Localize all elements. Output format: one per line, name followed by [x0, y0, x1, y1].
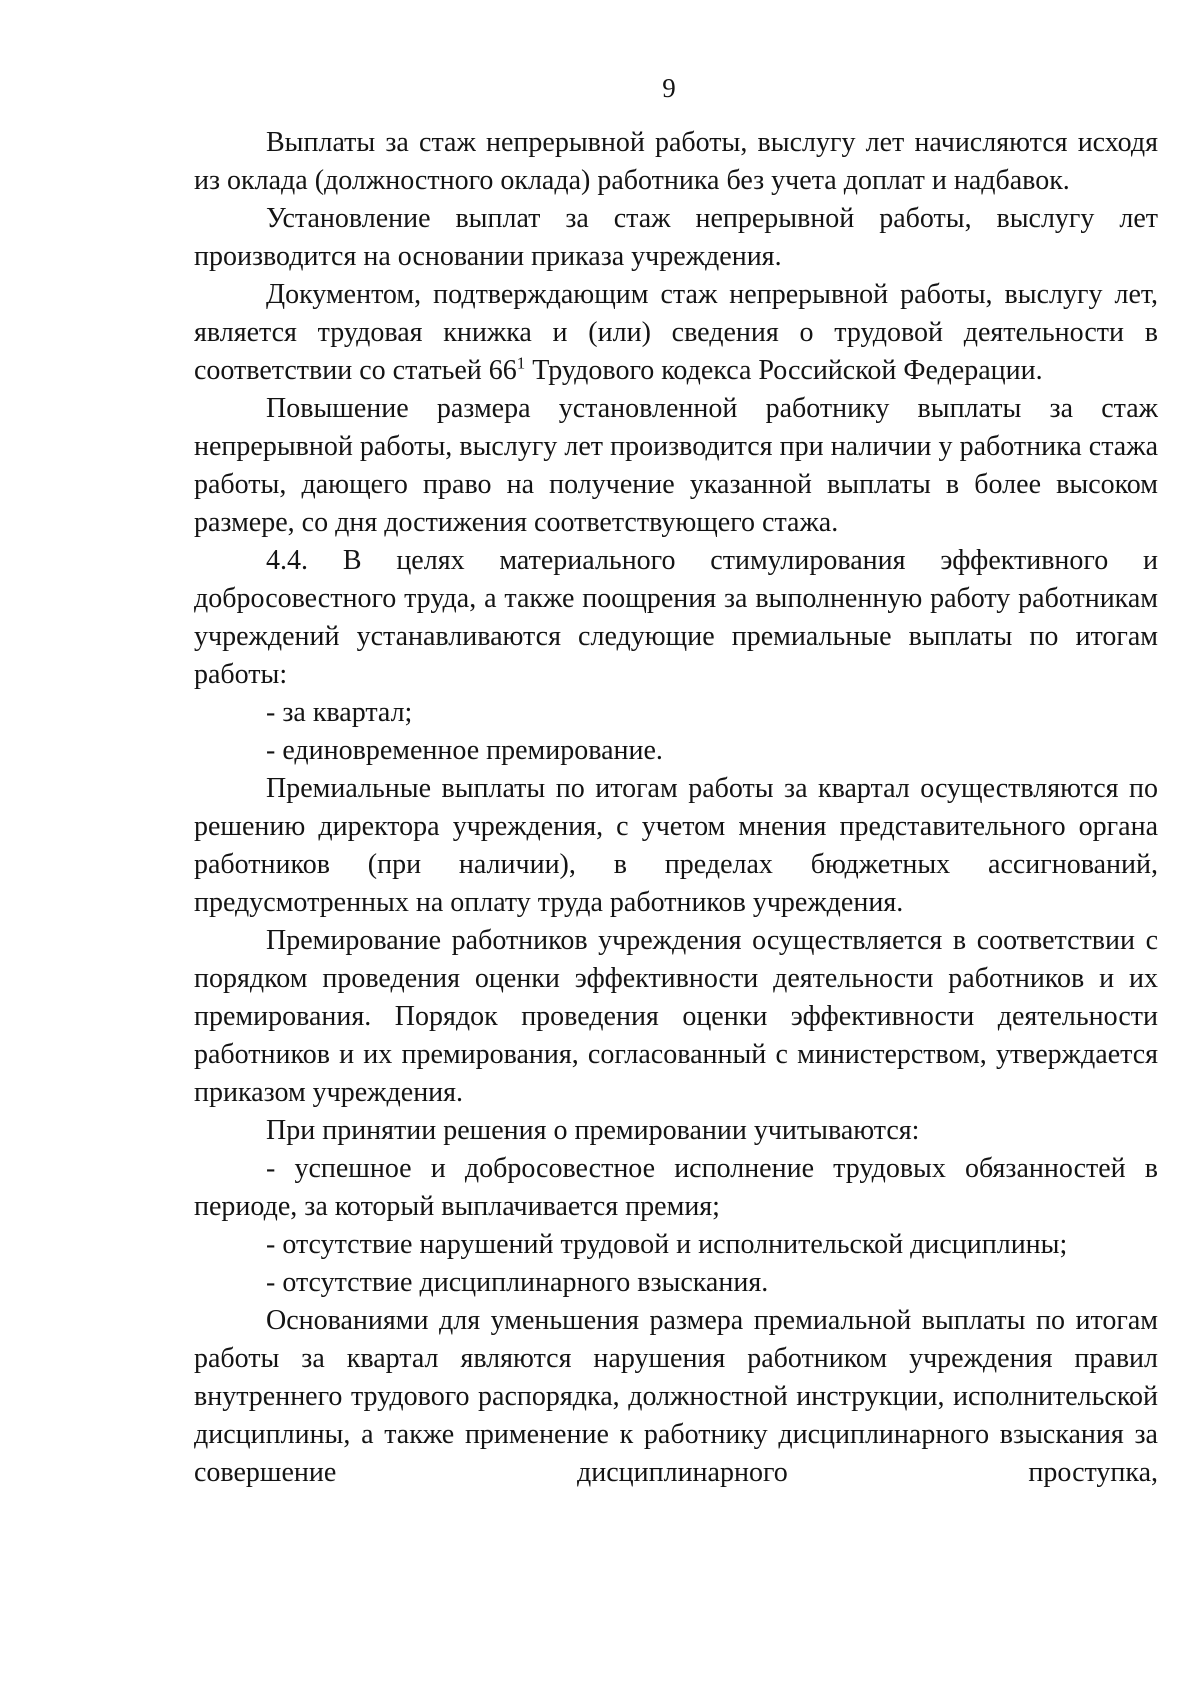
paragraph-seniority-proof-document	[194, 276, 1158, 390]
page-number: 9	[662, 73, 676, 103]
paragraph-section-4-4-bonuses: 4.4. В целях материального стимулирования эффективного и добросовестного труда, а также поощрения за выполненную работу работникам учреждений устанавливаются следующие премиальные выплаты по итогам работы:	[194, 545, 1158, 690]
list-item-quarterly-bonus: - за квартал;	[266, 697, 413, 728]
article-superscript: 1	[516, 353, 526, 373]
document-body	[194, 124, 1158, 1492]
list-item-duties-performance: - успешное и добросовестное исполнение трудовых обязанностей в периоде, за который выплачивается премия;	[194, 1153, 1158, 1222]
paragraph-bonus-evaluation-procedure: Премирование работников учреждения осуществляется в соответствии с порядком проведения оценки эффективности деятельности работников и их премирования. Порядок проведения оценки эффективности деятельности работников и их премирования, согласованный с министерством, утверждается приказом учреждения.	[194, 925, 1158, 1108]
paragraph-seniority-calculation: Выплаты за стаж непрерывной работы, выслугу лет начисляются исходя из оклада (должностного оклада) работника без учета доплат и надбавок.	[194, 127, 1158, 196]
paragraph-bonus-criteria-intro: При принятии решения о премировании учитываются:	[266, 1115, 920, 1146]
list-item-no-discipline-violations: - отсутствие нарушений трудовой и исполнительской дисциплины;	[266, 1229, 1068, 1260]
paragraph-seniority-proof-text: Документом, подтверждающим стаж непрерывной работы, выслугу лет, является трудовая книжка и (или) сведения о трудовой деятельности в соответствии со статьей 66	[194, 279, 1158, 386]
list-item-one-time-bonus: - единовременное премирование.	[266, 735, 663, 766]
paragraph-seniority-establishment: Установление выплат за стаж непрерывной работы, выслугу лет производится на основании приказа учреждения.	[194, 203, 1158, 272]
paragraph-seniority-increase: Повышение размера установленной работнику выплаты за стаж непрерывной работы, выслугу лет производится при наличии у работника стажа работы, дающего право на получение указанной выплаты в более высоком размере, со дня достижения соответствующего стажа.	[194, 393, 1158, 538]
paragraph-bonus-reduction-grounds: Основаниями для уменьшения размера премиальной выплаты по итогам работы за квартал являются нарушения работником учреждения правил внутреннего трудового распорядка, должностной инструкции, исполнительской дисциплины, а также применение к работнику дисциплинарного взыскания за совершение дисциплинарного проступка,	[194, 1305, 1158, 1488]
paragraph-seniority-proof-text-end: Трудового кодекса Российской Федерации.	[525, 355, 1043, 386]
list-item-no-disciplinary-penalty: - отсутствие дисциплинарного взыскания.	[266, 1267, 769, 1298]
paragraph-quarterly-bonus-decision: Премиальные выплаты по итогам работы за квартал осуществляются по решению директора учреждения, с учетом мнения представительного органа работников (при наличии), в пределах бюджетных ассигнований, предусмотренных на оплату труда работников учреждения.	[194, 773, 1158, 918]
